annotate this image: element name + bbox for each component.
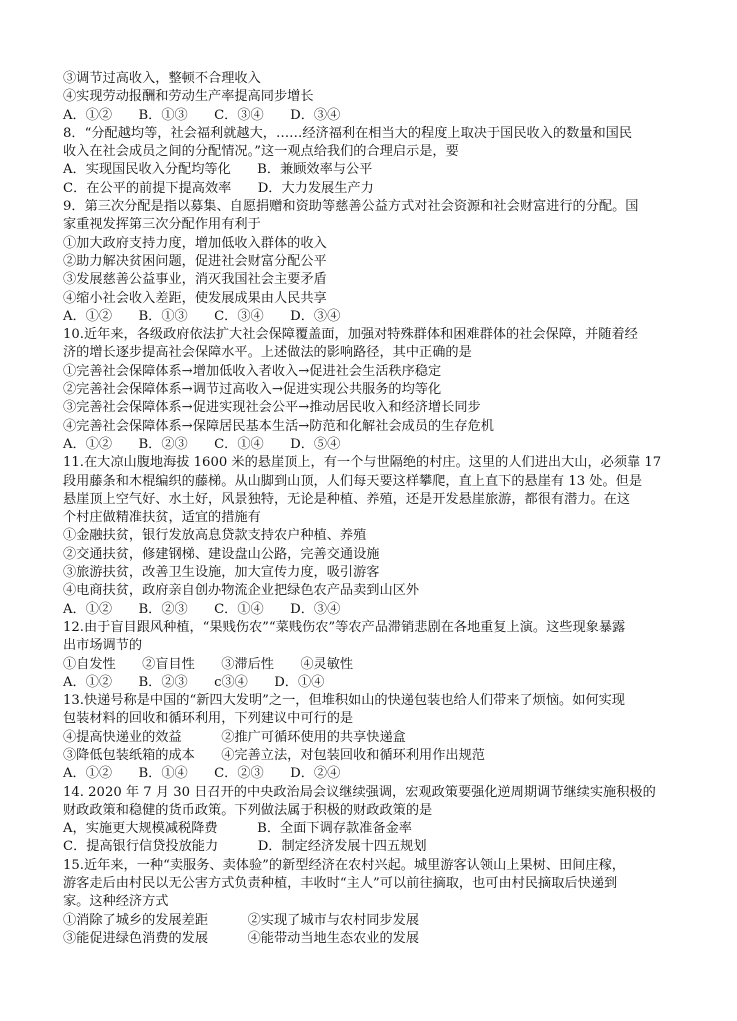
- question-12-stem: 12.由于盲目跟风种植，“果贱伤农”“菜贱伤农”等农产品滞销悲剧在各地重复上演。这些现象暴露: [63, 619, 626, 635]
- answer-options: A．①② B．①④ C．②③ D．②④: [63, 766, 341, 782]
- question-15-stem: 15.近年来，一种“卖服务、卖体验”的新型经济在农村兴起。城里游客认领山上果树、田间庄稼，: [63, 857, 625, 873]
- answer-options: C．提高银行信贷投放能力 D．制定经济发展十四五规划: [63, 839, 427, 855]
- answer-options: A．实现国民收入分配均等化 B．兼顾效率与公平: [63, 162, 373, 178]
- text-line: ①自发性 ②盲目性 ③滞后性 ④灵敏性: [63, 656, 354, 672]
- text-line: ①消除了城乡的发展差距 ②实现了城市与农村同步发展: [63, 912, 420, 928]
- answer-options: A．①② B．①③ C．③④ D．③④: [63, 308, 341, 324]
- question-15-stem: 游客走后由村民以无公害方式负责种植，丰收时“主人”可以前往摘取，也可由村民摘取后快递到: [63, 876, 618, 892]
- question-14-stem: 财政政策和稳健的货币政策。下列做法属于积极的财政政策的是: [63, 802, 433, 818]
- answer-options: A．①② B．②③ C．①④ D．③④: [63, 601, 341, 617]
- text-line: ④实现劳动报酬和劳动生产率提高同步增长: [63, 89, 314, 105]
- text-line: ①金融扶贫，银行发放高息贷款支持农户种植、养殖: [63, 528, 367, 544]
- text-line: ③能促进绿色消费的发展 ④能带动当地生态农业的发展: [63, 930, 420, 946]
- question-14-stem: 14. 2020 年 7 月 30 日召开的中央政治局会议继续强调，宏观政策要强化逆周期调节继续实施积极的: [63, 784, 656, 800]
- text-line: ④提高快递业的效益 ②推广可循环使用的共享快递盒: [63, 729, 406, 745]
- question-11-stem: 段用藤条和木棍编织的藤梯。从山脚到山顶，人们每天要这样攀爬，直上直下的悬崖有 13 处。但是: [63, 473, 643, 489]
- answer-options: A．①② B．②③ c③④ D．①④: [63, 674, 325, 690]
- answer-options: A．①② B．②③ C．①④ D．⑤④: [63, 436, 341, 452]
- text-line: ②完善社会保障体系→调节过高收入→促进实现公共服务的均等化: [63, 382, 442, 398]
- answer-options: A．①② B．①③ C．③④ D．③④: [63, 107, 341, 123]
- question-10-stem: 10.近年来，各级政府依法扩大社会保障覆盖面，加强对特殊群体和困难群体的社会保障，并随着经: [63, 327, 638, 343]
- text-line: ②助力解决贫困问题，促进社会财富分配公平: [63, 253, 327, 269]
- answer-options: C．在公平的前提下提高效率 D．大力发展生产力: [63, 180, 374, 196]
- question-11-stem: 11.在大凉山腹地海拔 1600 米的悬崖顶上，有一个与世隔绝的村庄。这里的人们进出大山，必须靠 17: [63, 455, 662, 471]
- text-line: ③完善社会保障体系→促进实现社会公平→推动居民收入和经济增长同步: [63, 400, 481, 416]
- text-line: ①完善社会保障体系→增加低收入者收入→促进社会生活秩序稳定: [63, 363, 442, 379]
- question-9-stem: 家重视发挥第三次分配作用有利于: [63, 217, 261, 233]
- question-10-stem: 济的增长逐步提高社会保障水平。上述做法的影响路径，其中正确的是: [63, 345, 472, 361]
- question-11-stem: 个村庄做精准扶贫，适宜的措施有: [63, 510, 261, 526]
- text-line: ①加大政府支持力度，增加低收入群体的收入: [63, 235, 327, 251]
- question-13-stem: 13.快递号称是中国的“新四大发明”之一，但堆积如山的快递包装也给人们带来了烦恼。如何实现: [63, 693, 625, 709]
- text-line: ③降低包装纸箱的成本 ④完善立法，对包装回收和循环利用作出规范: [63, 747, 485, 763]
- question-8-stem: 收入在社会成员之间的分配情况。”这一观点给我们的合理启示是，要: [63, 144, 459, 160]
- text-line: ④电商扶贫，政府亲自创办物流企业把绿色农产品卖到山区外: [63, 583, 420, 599]
- text-line: ③旅游扶贫，改善卫生设施，加大宣传力度，吸引游客: [63, 565, 380, 581]
- question-9-stem: 9．第三次分配是指以募集、自愿捐赠和资助等慈善公益方式对社会资源和社会财富进行的分配。国: [63, 199, 639, 215]
- text-line: ③调节过高收入，整顿不合理收入: [63, 71, 261, 86]
- question-15-stem: 家。这种经济方式: [63, 894, 169, 910]
- text-line: ②交通扶贫，修建钢梯、建设盘山公路，完善交通设施: [63, 546, 380, 562]
- text-line: ④缩小社会收入差距，使发展成果由人民共享: [63, 290, 327, 306]
- question-11-stem: 悬崖顶上空气好、水土好，风景独特，无论是种植、养殖，还是开发悬崖旅游，都很有潜力。在这: [63, 491, 631, 507]
- text-line: ③发展慈善公益事业，消灭我国社会主要矛盾: [63, 272, 327, 288]
- text-line: ④完善社会保障体系→保障居民基本生活→防范和化解社会成员的生存危机: [63, 418, 494, 434]
- question-13-stem: 包装材料的回收和循环利用，下列建议中可行的是: [63, 711, 354, 727]
- question-12-stem: 出市场调节的: [63, 638, 143, 654]
- question-8-stem: 8．“分配越均等，社会福利就越大，……经济福利在相当大的程度上取决于国民收入的数量和国民: [63, 125, 633, 141]
- answer-options: A，实施更大规模减税降费 B．全面下调存款准备金率: [63, 821, 412, 837]
- exam-content: [63, 70, 683, 948]
